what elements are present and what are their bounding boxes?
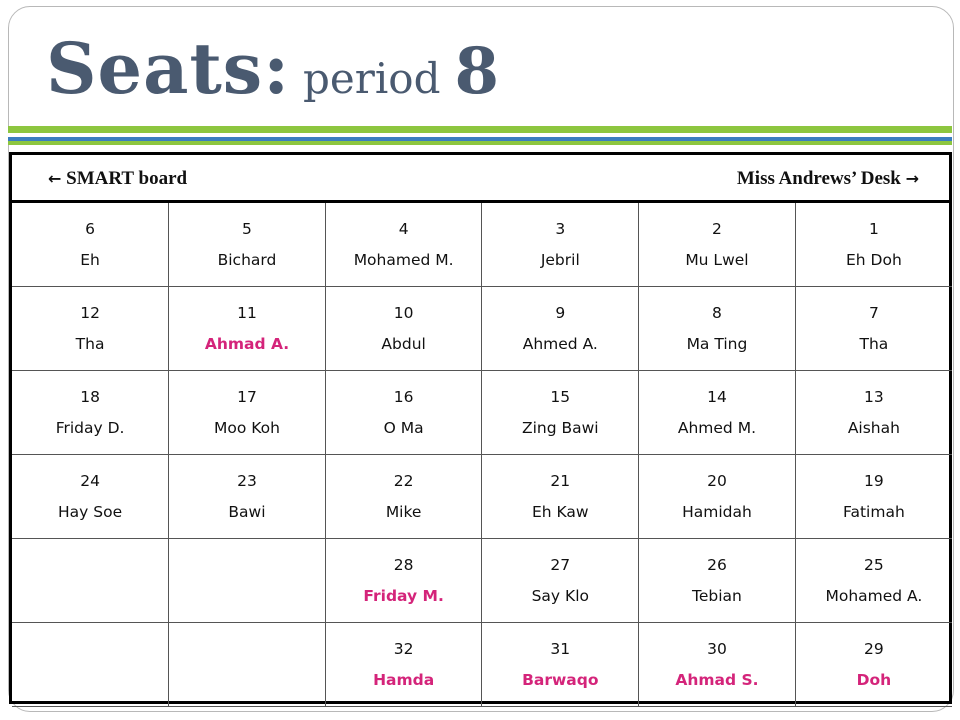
seat-number: 8 [712,303,722,322]
seat-cell [795,455,952,539]
teacher-desk-label [737,168,919,190]
seat-cell [325,539,482,623]
student-name: Tebian [692,586,742,605]
seat-cell [169,371,326,455]
seat-cell [795,539,952,623]
seat-number: 11 [237,303,257,322]
seat-number: 28 [393,555,414,574]
student-name: Eh Kaw [531,502,589,521]
student-name: O Ma [383,418,424,437]
student-name: Mohamed M. [353,250,454,269]
seat-cell [325,623,482,707]
arrow-left-icon: ← [48,169,62,188]
student-name: Ahmad S. [675,670,759,689]
teacher-desk-text: Miss Andrews’ Desk [736,168,901,189]
seat-number: 16 [393,387,414,406]
seat-row [12,287,952,371]
seat-cell [482,371,639,455]
seat-cell [482,539,639,623]
seat-cell [639,203,796,287]
seat-cell [12,371,169,455]
student-name: Friday M. [363,586,444,605]
seating-chart [9,152,952,704]
seat-cell [325,203,482,287]
student-name: Zing Bawi [521,418,599,437]
empty-seat-cell [169,623,326,707]
seat-cell [795,371,952,455]
student-name: Moo Koh [214,418,280,437]
student-name: Ahmed A. [522,334,598,353]
arrow-right-icon: → [905,169,919,188]
seat-cell [325,371,482,455]
seat-row [12,455,952,539]
title-period-number: 8 [454,34,499,109]
title-colon: : [263,27,290,110]
student-name: Mu Lwel [685,250,749,269]
student-name: Eh Doh [845,250,902,269]
seat-cell [795,287,952,371]
student-name: Mike [385,502,422,521]
empty-seat-cell [12,623,169,707]
seat-number: 4 [398,219,409,238]
seat-number: 24 [80,471,100,490]
student-name: Aishah [847,418,900,437]
student-name: Hamda [373,670,435,689]
seat-number: 29 [864,639,884,658]
title-period-label: period [303,54,441,103]
student-name: Say Klo [531,586,589,605]
student-name: Fatimah [842,502,905,521]
seat-number: 6 [85,219,96,238]
seat-number: 26 [707,555,727,574]
seat-number: 15 [550,387,571,406]
seat-cell [639,539,796,623]
student-name: Doh [856,670,892,689]
seat-number: 7 [868,303,879,322]
seat-cell [12,455,169,539]
seat-row [12,539,952,623]
seat-cell [12,203,169,287]
student-name: Tha [859,334,889,353]
seat-number: 17 [237,387,257,406]
seat-cell [482,287,639,371]
student-name: Barwaqo [522,670,599,689]
seat-cell [169,203,326,287]
seat-number: 21 [550,471,571,490]
seat-number: 18 [80,387,100,406]
seat-number: 13 [864,387,884,406]
seat-cell [639,287,796,371]
smart-board-text: SMART board [66,168,188,189]
seat-cell [639,623,796,707]
student-name: Friday D. [55,418,125,437]
seat-number: 31 [550,639,571,658]
seat-grid [12,203,952,707]
seat-cell [325,455,482,539]
empty-seat-cell [169,539,326,623]
seat-cell [325,287,482,371]
seat-cell [795,203,952,287]
student-name: Tha [75,334,105,353]
student-name: Jebril [540,250,580,269]
classroom-front [12,155,949,203]
seat-row [12,203,952,287]
seat-number: 20 [707,471,727,490]
seat-number: 22 [393,471,414,490]
seat-row [12,371,952,455]
seat-cell [482,203,639,287]
seat-number: 9 [555,303,566,322]
seat-number: 23 [237,471,257,490]
seat-number: 14 [707,387,727,406]
page-title [46,27,499,110]
seat-number: 5 [242,219,252,238]
student-name: Bawi [228,502,266,521]
student-name: Hay Soe [58,502,123,521]
title-main: Seats [46,27,264,110]
student-name: Mohamed A. [825,586,923,605]
seat-cell [795,623,952,707]
student-name: Abdul [381,334,426,353]
empty-seat-cell [12,539,169,623]
student-name: Bichard [217,250,277,269]
seat-number: 3 [555,219,566,238]
student-name: Ahmed M. [677,418,757,437]
seat-number: 19 [864,471,884,490]
student-name: Hamidah [682,502,752,521]
smart-board-label [48,168,187,190]
seat-cell [639,371,796,455]
seat-row [12,623,952,707]
seat-number: 10 [393,303,414,322]
accent-stripe-green-lower [8,141,952,145]
seat-number: 12 [80,303,100,322]
seat-number: 32 [393,639,414,658]
seat-number: 27 [550,555,571,574]
seat-number: 1 [868,219,879,238]
seat-cell [482,455,639,539]
seat-cell [482,623,639,707]
seat-number: 25 [864,555,884,574]
seat-number: 2 [712,219,722,238]
student-name: Eh [80,250,100,269]
seat-cell [639,455,796,539]
seat-cell [12,287,169,371]
accent-stripe-green [8,126,952,133]
student-name: Ma Ting [686,334,748,353]
student-name: Ahmad A. [204,334,290,353]
seat-cell [169,287,326,371]
seat-number: 30 [707,639,727,658]
seat-cell [169,455,326,539]
